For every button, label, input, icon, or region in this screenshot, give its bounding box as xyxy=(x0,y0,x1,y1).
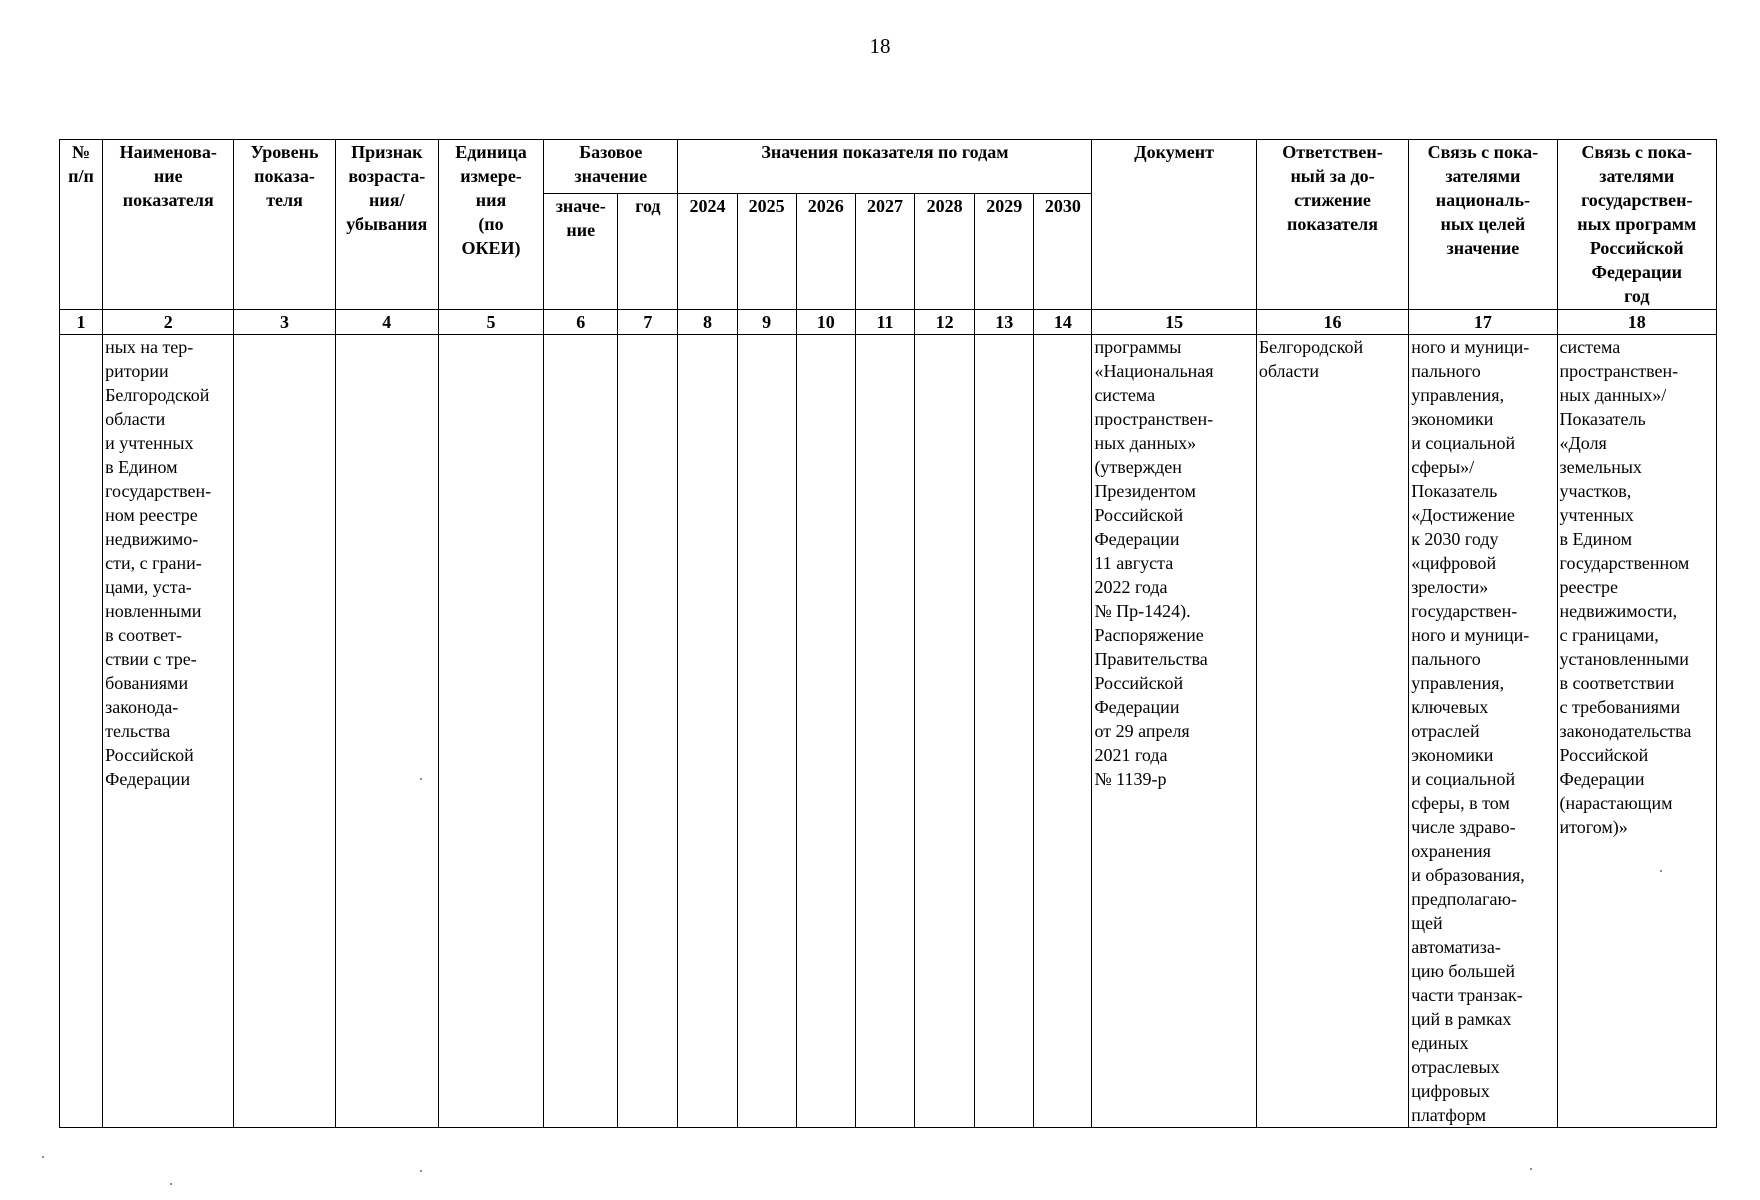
cell-year-2024 xyxy=(678,335,737,1128)
column-number: 3 xyxy=(234,310,335,335)
cell-year-2030 xyxy=(1034,335,1092,1128)
column-number: 12 xyxy=(915,310,975,335)
column-number: 11 xyxy=(855,310,914,335)
header-number: № п/п xyxy=(60,140,103,310)
header-base-value: значе- ние xyxy=(544,194,618,310)
scan-speck xyxy=(420,1170,422,1172)
cell-year-2029 xyxy=(975,335,1034,1128)
cell-year-2026 xyxy=(796,335,855,1128)
header-year: 2027 xyxy=(855,194,914,310)
cell-base-year xyxy=(618,335,678,1128)
cell-document: программы «Национальная система пространствен- ных данных» (утвержден Президентом Российской Федерации 11 августа 2022 года № Пр-1424). Распоряжение Правительства Российской Федерации от 29 апреля 2021 года № 1139-р xyxy=(1092,335,1256,1128)
header-year: 2029 xyxy=(975,194,1034,310)
scan-speck xyxy=(1660,870,1662,872)
cell-growth-sign xyxy=(335,335,438,1128)
column-number-row xyxy=(60,310,1717,335)
scan-speck xyxy=(170,1183,172,1185)
header-unit: Единица измере- ния (по ОКЕИ) xyxy=(438,140,543,310)
column-number: 1 xyxy=(60,310,103,335)
header-year: 2028 xyxy=(915,194,975,310)
column-number: 13 xyxy=(975,310,1034,335)
column-number: 4 xyxy=(335,310,438,335)
cell-responsible: Белгородской области xyxy=(1256,335,1408,1128)
column-number: 6 xyxy=(544,310,618,335)
column-number: 15 xyxy=(1092,310,1256,335)
header-document: Документ xyxy=(1092,140,1256,310)
header-responsible: Ответствен- ный за до- стижение показателя xyxy=(1256,140,1408,310)
cell-indicator-level xyxy=(234,335,335,1128)
column-number: 5 xyxy=(438,310,543,335)
cell-national-goals-link: ного и муници- пального управления, экономики и социальной сферы»/ Показатель «Достижение к 2030 году «цифровой зрелости» государствен- ного и муници- пального управления, ключевых отраслей экономики и социальной сферы, в том числе здраво- охранения и образования, предполагаю- щей автоматиза- цию большей части транзак- ций в рамках единых отраслевых цифровых платформ xyxy=(1409,335,1557,1128)
header-base-value-group: Базовое значение xyxy=(544,140,678,194)
scan-speck xyxy=(1530,1168,1532,1170)
header-indicator-level: Уровень показа- теля xyxy=(234,140,335,310)
cell-year-2028 xyxy=(915,335,975,1128)
header-year: 2026 xyxy=(796,194,855,310)
header-growth-sign: Признак возраста- ния/ убывания xyxy=(335,140,438,310)
cell-base-value xyxy=(544,335,618,1128)
header-base-year: год xyxy=(618,194,678,310)
cell-year-2027 xyxy=(855,335,914,1128)
header-years-group: Значения показателя по годам xyxy=(678,140,1092,194)
column-number: 16 xyxy=(1256,310,1408,335)
column-number: 14 xyxy=(1034,310,1092,335)
column-number: 2 xyxy=(103,310,234,335)
column-number: 18 xyxy=(1557,310,1716,335)
header-year: 2024 xyxy=(678,194,737,310)
indicators-table xyxy=(59,139,1717,1128)
cell-unit xyxy=(438,335,543,1128)
column-number: 9 xyxy=(737,310,796,335)
scan-speck xyxy=(42,1156,44,1158)
column-number: 8 xyxy=(678,310,737,335)
header-year: 2025 xyxy=(737,194,796,310)
cell-indicator-name: ных на тер- ритории Белгородской области и учтенных в Едином государствен- ном реестре недвижимо- сти, с грани- цами, уста- новленными в соответ- ствии с тре- бованиями законода- тельства Российской Федерации xyxy=(103,335,234,1128)
column-number: 17 xyxy=(1409,310,1557,335)
page-number: 18 xyxy=(869,34,891,58)
scan-speck xyxy=(420,778,422,780)
cell-year-2025 xyxy=(737,335,796,1128)
column-number: 10 xyxy=(796,310,855,335)
cell-state-programs-link: система пространствен- ных данных»/ Показатель «Доля земельных участков, учтенных в Едином государственном реестре недвижимости, с границами, установленными в соответствии с требованиями законодательства Российской Федерации (нарастающим итогом)» xyxy=(1557,335,1716,1128)
header-year: 2030 xyxy=(1034,194,1092,310)
header-indicator-name: Наименова- ние показателя xyxy=(103,140,234,310)
column-number: 7 xyxy=(618,310,678,335)
table-row xyxy=(60,335,1717,1128)
header-national-goals-link: Связь с пока- зателями националь- ных целей значение xyxy=(1409,140,1557,310)
header-state-programs-link: Связь с пока- зателями государствен- ных программ Российской Федерации год xyxy=(1557,140,1716,310)
cell-number xyxy=(60,335,103,1128)
